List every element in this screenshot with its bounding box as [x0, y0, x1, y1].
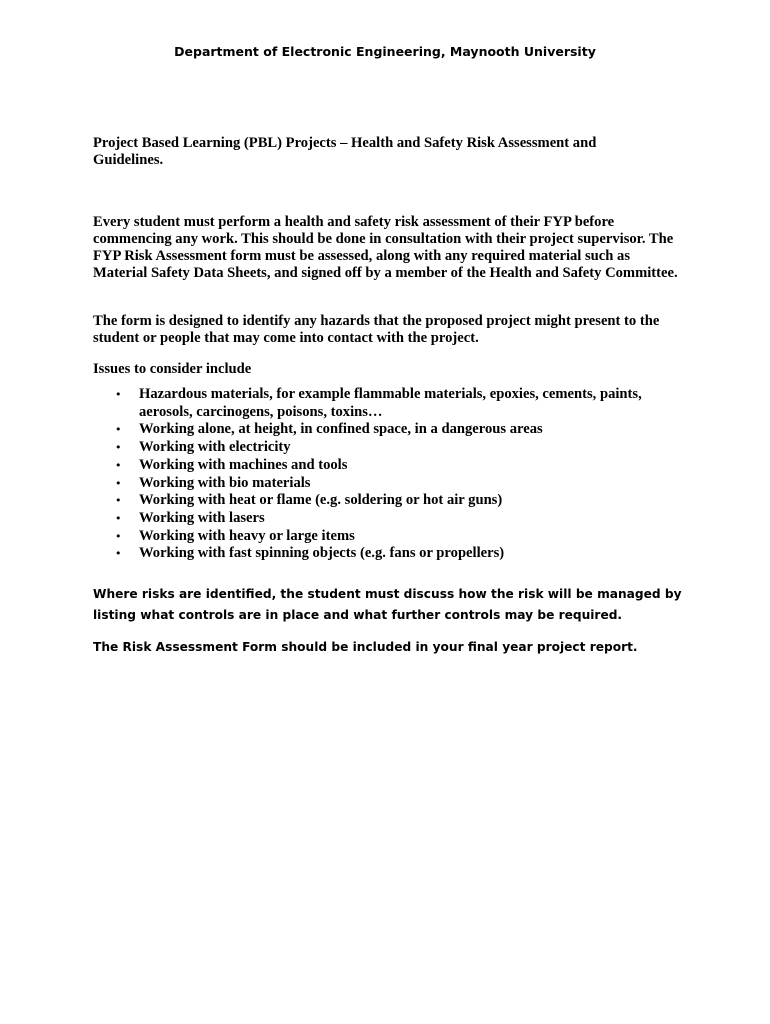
list-item: [93, 386, 693, 421]
list-item: [93, 528, 693, 546]
risk-management-paragraph: Where risks are identified, the student must discuss how the risk will be managed by listing what controls are in place and what further controls may be required.: [93, 587, 682, 622]
list-item: [93, 510, 693, 528]
bullet-icon: •: [115, 458, 122, 472]
list-item: [93, 475, 693, 493]
list-item-text: Working with electricity: [139, 439, 291, 456]
list-item-text: Hazardous materials, for example flammable materials, epoxies, cements, paints, aerosols, carcinogens, poisons, toxins…: [139, 386, 642, 420]
list-item: [93, 439, 693, 457]
list-item-text: Working with bio materials: [139, 474, 311, 491]
bullet-icon: •: [115, 494, 122, 508]
list-item-text: Working with heat or flame (e.g. soldering or hot air guns): [139, 492, 503, 509]
issues-heading: Issues to consider include: [93, 361, 252, 377]
issues-list: [93, 386, 693, 563]
list-item-text: Working with lasers: [139, 509, 265, 526]
page-header: Department of Electronic Engineering, Maynooth University: [174, 44, 596, 59]
document-title: Project Based Learning (PBL) Projects – Health and Safety Risk Assessment and Guidelines.: [93, 135, 597, 168]
list-item: [93, 492, 693, 510]
list-item-text: Working alone, at height, in confined space, in a dangerous areas: [139, 421, 543, 438]
list-item: [93, 545, 693, 563]
bullet-icon: •: [115, 441, 122, 455]
form-purpose-paragraph: The form is designed to identify any hazards that the proposed project might present to the student or people that may come into contact with the project.: [93, 313, 660, 346]
list-item: [93, 457, 693, 475]
bullet-icon: •: [115, 388, 122, 401]
list-item-text: Working with heavy or large items: [139, 527, 355, 544]
report-inclusion-paragraph: The Risk Assessment Form should be included in your final year project report.: [93, 640, 638, 654]
bullet-icon: •: [115, 423, 122, 437]
list-item-text: Working with fast spinning objects (e.g. fans or propellers): [139, 545, 505, 562]
intro-paragraph: Every student must perform a health and safety risk assessment of their FYP before commencing any work. This should be done in consultation with their project supervisor. The FYP Risk Assessment form must be assessed, along with any required material such as Material Safety Data Sheets, and signed off by a member of the Health and Safety Committee.: [93, 214, 678, 281]
bullet-icon: •: [115, 511, 122, 525]
bullet-icon: •: [115, 529, 122, 543]
list-item-text: Working with machines and tools: [139, 456, 348, 473]
list-item: [93, 421, 693, 439]
bullet-icon: •: [115, 547, 122, 561]
bullet-icon: •: [115, 476, 122, 490]
